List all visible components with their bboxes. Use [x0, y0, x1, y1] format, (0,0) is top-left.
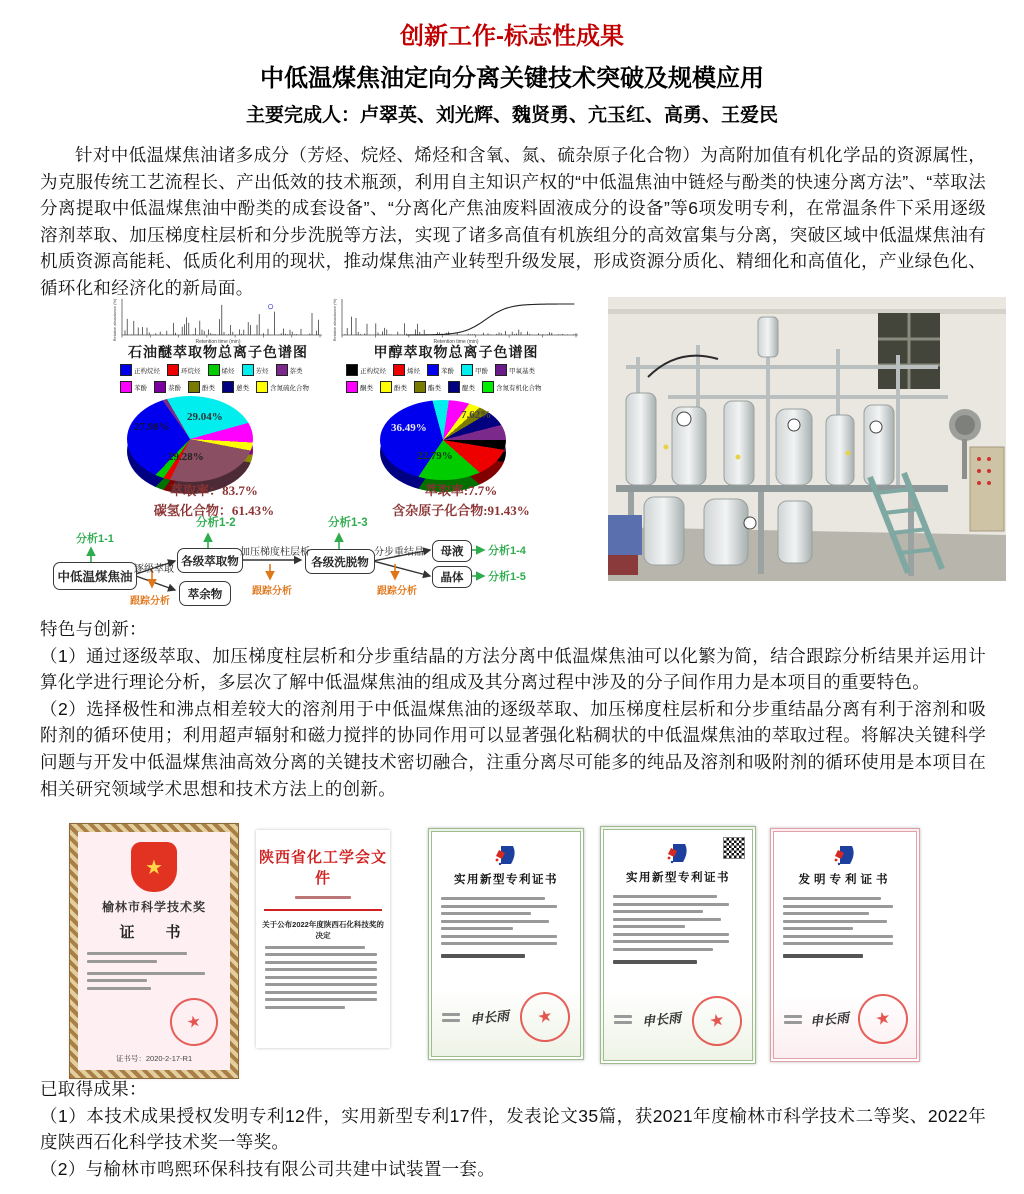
- legend-label: 正构烷烃: [360, 367, 386, 375]
- doc-red-rule: [264, 909, 382, 911]
- doc-title: 陕西省化工学会文件: [258, 850, 387, 887]
- legend-swatch: [346, 364, 358, 376]
- analysis-1-3-label: 分析1-3: [328, 517, 368, 529]
- legend-label: 烯烃: [407, 367, 420, 375]
- authors-line: 主要完成人：卢翠英、刘光辉、魏贤勇、亢玉红、高勇、王爱民: [245, 105, 778, 126]
- legend-swatch: [414, 381, 426, 393]
- flow-track-analysis-1: 跟踪分析: [130, 596, 170, 607]
- svg-text:Relative abundance (%): Relative abundance (%): [112, 298, 117, 342]
- award-cert-number: 证书号：2020-2-17-R1: [115, 1054, 193, 1063]
- flow-node-residue: 萃余物: [179, 581, 231, 606]
- chromatogram-methanol: [332, 296, 580, 344]
- certificate-yulin-award: [70, 824, 238, 1078]
- legend-label: 甲氧基类: [509, 367, 535, 375]
- analysis-1-5-label: 分析1-5: [488, 571, 526, 583]
- legend-item: [380, 381, 407, 393]
- flow-node-mother-liquor: 母液: [432, 540, 472, 562]
- extraction-rate-1: 萃取率：83.7%: [170, 483, 258, 498]
- legend-swatch: [427, 364, 439, 376]
- svg-text:Retention time (min): Retention time (min): [195, 339, 241, 344]
- feature-item-1: （1）通过逐级萃取、加压梯度柱层析和分步重结晶的方法分离中低温煤焦油可以化繁为简，结合跟踪分析结果并运用计算化学进行理论分析，多层次了解中低温煤焦油的组成及其分离过程中涉及的分子间作用力是本项目的重要特色。: [40, 645, 986, 693]
- result-item-1: （1）本技术成果授权发明专利12件，实用新型专利17件，发表论文35篇，获2021年度榆林市科学技术二等奖、2022年度陕西石化科学技术奖一等奖。: [40, 1105, 986, 1153]
- legend-item: [393, 364, 420, 376]
- legend-item: [256, 381, 309, 393]
- legend-swatch: [120, 364, 132, 376]
- utility-patent-title-1: 实用新型专利证书: [454, 874, 558, 886]
- pie-slice-label: 7.62%: [461, 409, 492, 421]
- legend-swatch: [393, 364, 405, 376]
- results-heading: 已取得成果：: [40, 1079, 147, 1099]
- legend-item: [482, 381, 542, 393]
- page-title: 中低温煤焦油定向分离关键技术突破及规模应用: [260, 65, 764, 92]
- flow-step-extraction: 逐级萃取: [134, 564, 174, 575]
- intro-paragraph: 针对中低温煤焦油诸多成分（芳烃、烷烃、烯烃和含氧、氮、硫杂原子化合物）为高附加值有机化学品的资源属性，为克服传统工艺流程长、产出低效的技术瓶颈，利用自主知识产权的“中低温焦油中链烃与酚类的快速分离方法”、“萃取法分离提取中低温煤焦油中酚类的成套设备”、“分离化产焦油废料固液成分的设备”等6项发明专利，在常温条件下采用逐级溶剂萃取、加压梯度柱层析和分步洗脱等方法，实现了诸多高值有机族组分的高效富集与分离，突破区域中低温煤焦油有机质资源高能耗、低质化利用的现状，推动煤焦油产业转型升级发展，形成资源分质化、精细化和高值化，产业绿色化、循环化和经济化的新局面。: [40, 145, 986, 298]
- flow-step-column: 加压梯度柱层析: [240, 547, 310, 558]
- legend-label: 烯烃: [221, 367, 235, 375]
- pie-slice-label: 36.49%: [391, 422, 427, 434]
- legend-methanol: [346, 364, 586, 393]
- signature-shen-changyu: 申长雨: [469, 1007, 510, 1027]
- legend-item: [495, 364, 535, 376]
- pie-slice-label: 22.79%: [417, 450, 453, 462]
- legend-item: [120, 364, 160, 376]
- flow-node-extracts: 各级萃取物: [177, 548, 243, 573]
- flow-track-analysis-3: 跟踪分析: [377, 586, 417, 597]
- pie-slice-label: 29.28%: [168, 451, 204, 463]
- pie-slice-label: 29.04%: [187, 411, 223, 423]
- result-item-2: （2）与榆林市鸣熙环保科技有限公司共建中试装置一套。: [40, 1158, 496, 1179]
- signature-shen-changyu: 申长雨: [809, 1009, 850, 1029]
- legend-swatch: [482, 381, 494, 393]
- certificate-society-document: [256, 830, 390, 1048]
- legend-item: [346, 364, 386, 376]
- invention-patent-title: 发明专利证书: [798, 874, 892, 886]
- extraction-rate-2: 萃取率:7.7%: [424, 483, 498, 498]
- utility-patent-title-2: 实用新型专利证书: [626, 872, 730, 884]
- legend-label: 苯酚: [134, 384, 147, 392]
- legend-swatch: [380, 381, 392, 393]
- pie-slice-label: 27.98%: [134, 421, 170, 433]
- features-heading: 特色与创新：: [40, 619, 147, 639]
- legend-petroleum-ether: [120, 364, 346, 393]
- legend-label: 萘类: [289, 367, 303, 375]
- legend-label: 甲酚: [475, 367, 488, 375]
- legend-swatch: [188, 381, 200, 393]
- legend-swatch: [154, 381, 166, 393]
- qr-code-icon: [723, 837, 745, 859]
- cnipa-logo-icon: [774, 844, 916, 868]
- legend-swatch: [448, 381, 460, 393]
- flow-step-recrystallization: 分步重结晶: [374, 547, 424, 558]
- award-org-title: 榆林市科学技术奖: [101, 900, 206, 914]
- national-emblem-icon: ★: [131, 842, 177, 892]
- legend-item: [242, 364, 269, 376]
- legend-item: [346, 381, 373, 393]
- certificate-utility-patent-2: [600, 826, 756, 1064]
- legend-swatch: [346, 381, 358, 393]
- certificate-invention-patent: [770, 828, 920, 1062]
- flow-node-coal-tar: 中低温煤焦油: [53, 562, 137, 590]
- legend-item: [167, 364, 201, 376]
- red-seal-icon: ★: [166, 994, 223, 1051]
- hydrocarbon-content: 碳氢化合物：61.43%: [153, 502, 275, 518]
- cnipa-logo-icon: [432, 844, 580, 868]
- chromatogram1-title: 石油醚萃取物总离子色谱图: [128, 346, 308, 361]
- legend-item: [188, 381, 215, 393]
- red-seal-icon: ★: [515, 987, 574, 1046]
- red-seal-icon: ★: [687, 991, 746, 1050]
- legend-label: 环烷烃: [181, 367, 201, 375]
- legend-label: 芳烃: [255, 367, 269, 375]
- legend-label: 醌类: [462, 384, 475, 392]
- legend-label: 酚类: [202, 384, 215, 392]
- svg-text:Relative abundance (%): Relative abundance (%): [332, 298, 337, 342]
- legend-swatch: [208, 364, 220, 376]
- certificate-utility-patent-1: [428, 828, 584, 1060]
- legend-label: 含氮有机化合物: [496, 384, 542, 392]
- analysis-1-2-label: 分析1-2: [196, 517, 236, 529]
- red-seal-icon: ★: [853, 989, 912, 1048]
- legend-swatch: [120, 381, 132, 393]
- legend-swatch: [256, 381, 268, 393]
- features-section: [40, 616, 986, 802]
- legend-item: [414, 381, 441, 393]
- legend-item: [120, 381, 147, 393]
- legend-label: 酚类: [394, 384, 407, 392]
- legend-label: 正构烷烃: [134, 367, 160, 375]
- legend-swatch: [167, 364, 179, 376]
- legend-item: [222, 381, 249, 393]
- banner-title: 创新工作-标志性成果: [400, 23, 624, 50]
- results-section: [40, 1076, 986, 1182]
- legend-item: [208, 364, 235, 376]
- legend-item: [448, 381, 475, 393]
- legend-swatch: [242, 364, 254, 376]
- pilot-plant-photo: [608, 297, 1006, 581]
- legend-item: [427, 364, 454, 376]
- legend-label: 苯酚: [441, 367, 454, 375]
- doc-heading: 关于公布2022年度陕西石化科技奖的决定: [262, 920, 384, 940]
- legend-label: 酮类: [360, 384, 373, 392]
- award-cert-title: 证 书: [119, 924, 189, 941]
- legend-label: 蒽类: [236, 384, 249, 392]
- legend-swatch: [276, 364, 288, 376]
- chromatogram2-title: 甲醇萃取物总离子色谱图: [373, 346, 539, 361]
- analysis-1-4-label: 分析1-4: [488, 545, 526, 557]
- legend-swatch: [495, 364, 507, 376]
- certificates-row: [0, 820, 1024, 1075]
- chromatogram-petroleum-ether: [112, 296, 324, 344]
- feature-item-2: （2）选择极性和沸点相差较大的溶剂用于中低温煤焦油的逐级萃取、加压梯度柱层析和分步重结晶分离有利于溶剂和吸附剂的循环使用；利用超声辐射和磁力搅拌的协同作用可以显著强化粘稠状的中低温煤焦油的萃取过程。将解决关键科学问题与开发中低温煤焦油高效分离的关键技术密切融合，注重分离尽可能多的纯品及溶剂和吸附剂的循环使用是本项目在相关研究领域学术思想和技术方法上的创新。: [40, 698, 986, 799]
- legend-item: [276, 364, 303, 376]
- legend-swatch: [222, 381, 234, 393]
- flow-track-analysis-2: 跟踪分析: [252, 586, 292, 597]
- legend-label: 萘酚: [168, 384, 181, 392]
- legend-swatch: [461, 364, 473, 376]
- pie-top-face: [127, 396, 253, 482]
- signature-shen-changyu: 申长雨: [641, 1009, 682, 1029]
- flow-node-eluates: 各级洗脱物: [305, 549, 375, 574]
- flow-node-crystal: 晶体: [432, 566, 472, 588]
- legend-label: 含氮硫化合物: [270, 384, 309, 392]
- analysis-1-1-label: 分析1-1: [76, 533, 114, 545]
- heteroatom-content: 含杂原子化合物:91.43%: [392, 502, 530, 518]
- legend-label: 酯类: [428, 384, 441, 392]
- legend-item: [461, 364, 488, 376]
- legend-item: [154, 381, 181, 393]
- svg-text:Retention time (min): Retention time (min): [433, 339, 479, 344]
